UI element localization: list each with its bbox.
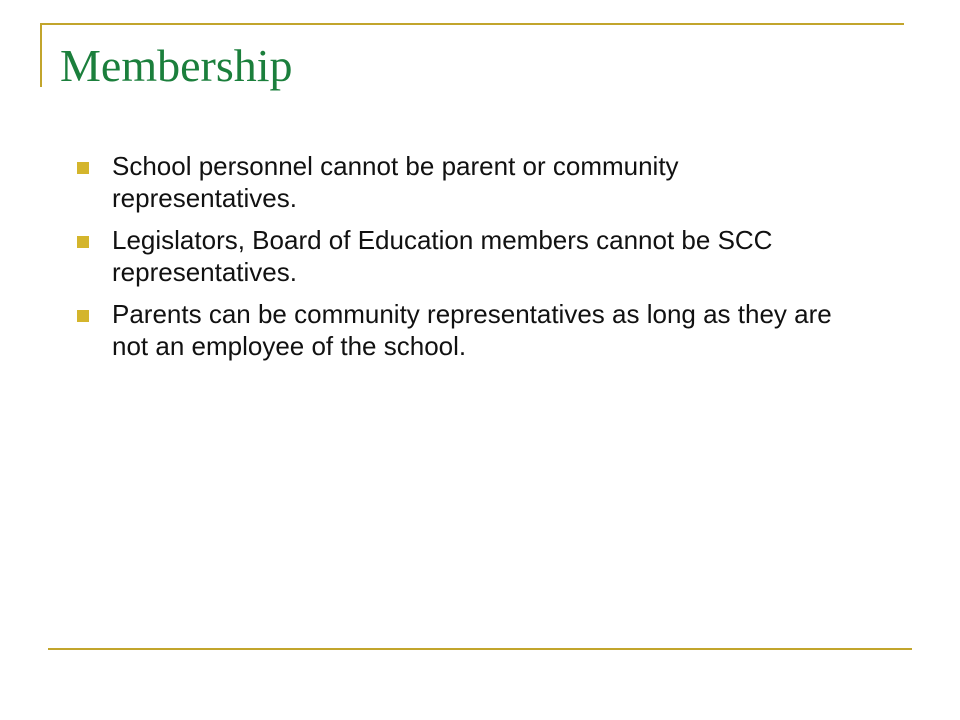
left-rule xyxy=(40,23,42,87)
bullet-text: Parents can be community representatives as long as they are not an employee of the school. xyxy=(112,299,832,361)
bullet-item xyxy=(74,150,864,214)
square-bullet-icon xyxy=(77,162,89,174)
bullet-item xyxy=(74,298,864,362)
bottom-rule xyxy=(48,648,912,650)
square-bullet-icon xyxy=(77,236,89,248)
slide-title: Membership xyxy=(60,40,293,91)
top-rule xyxy=(40,23,904,25)
bullet-text: Legislators, Board of Education members cannot be SCC representatives. xyxy=(112,225,773,287)
bullet-item xyxy=(74,224,864,288)
bullet-list xyxy=(74,150,864,372)
bullet-text: School personnel cannot be parent or community representatives. xyxy=(112,151,679,213)
square-bullet-icon xyxy=(77,310,89,322)
